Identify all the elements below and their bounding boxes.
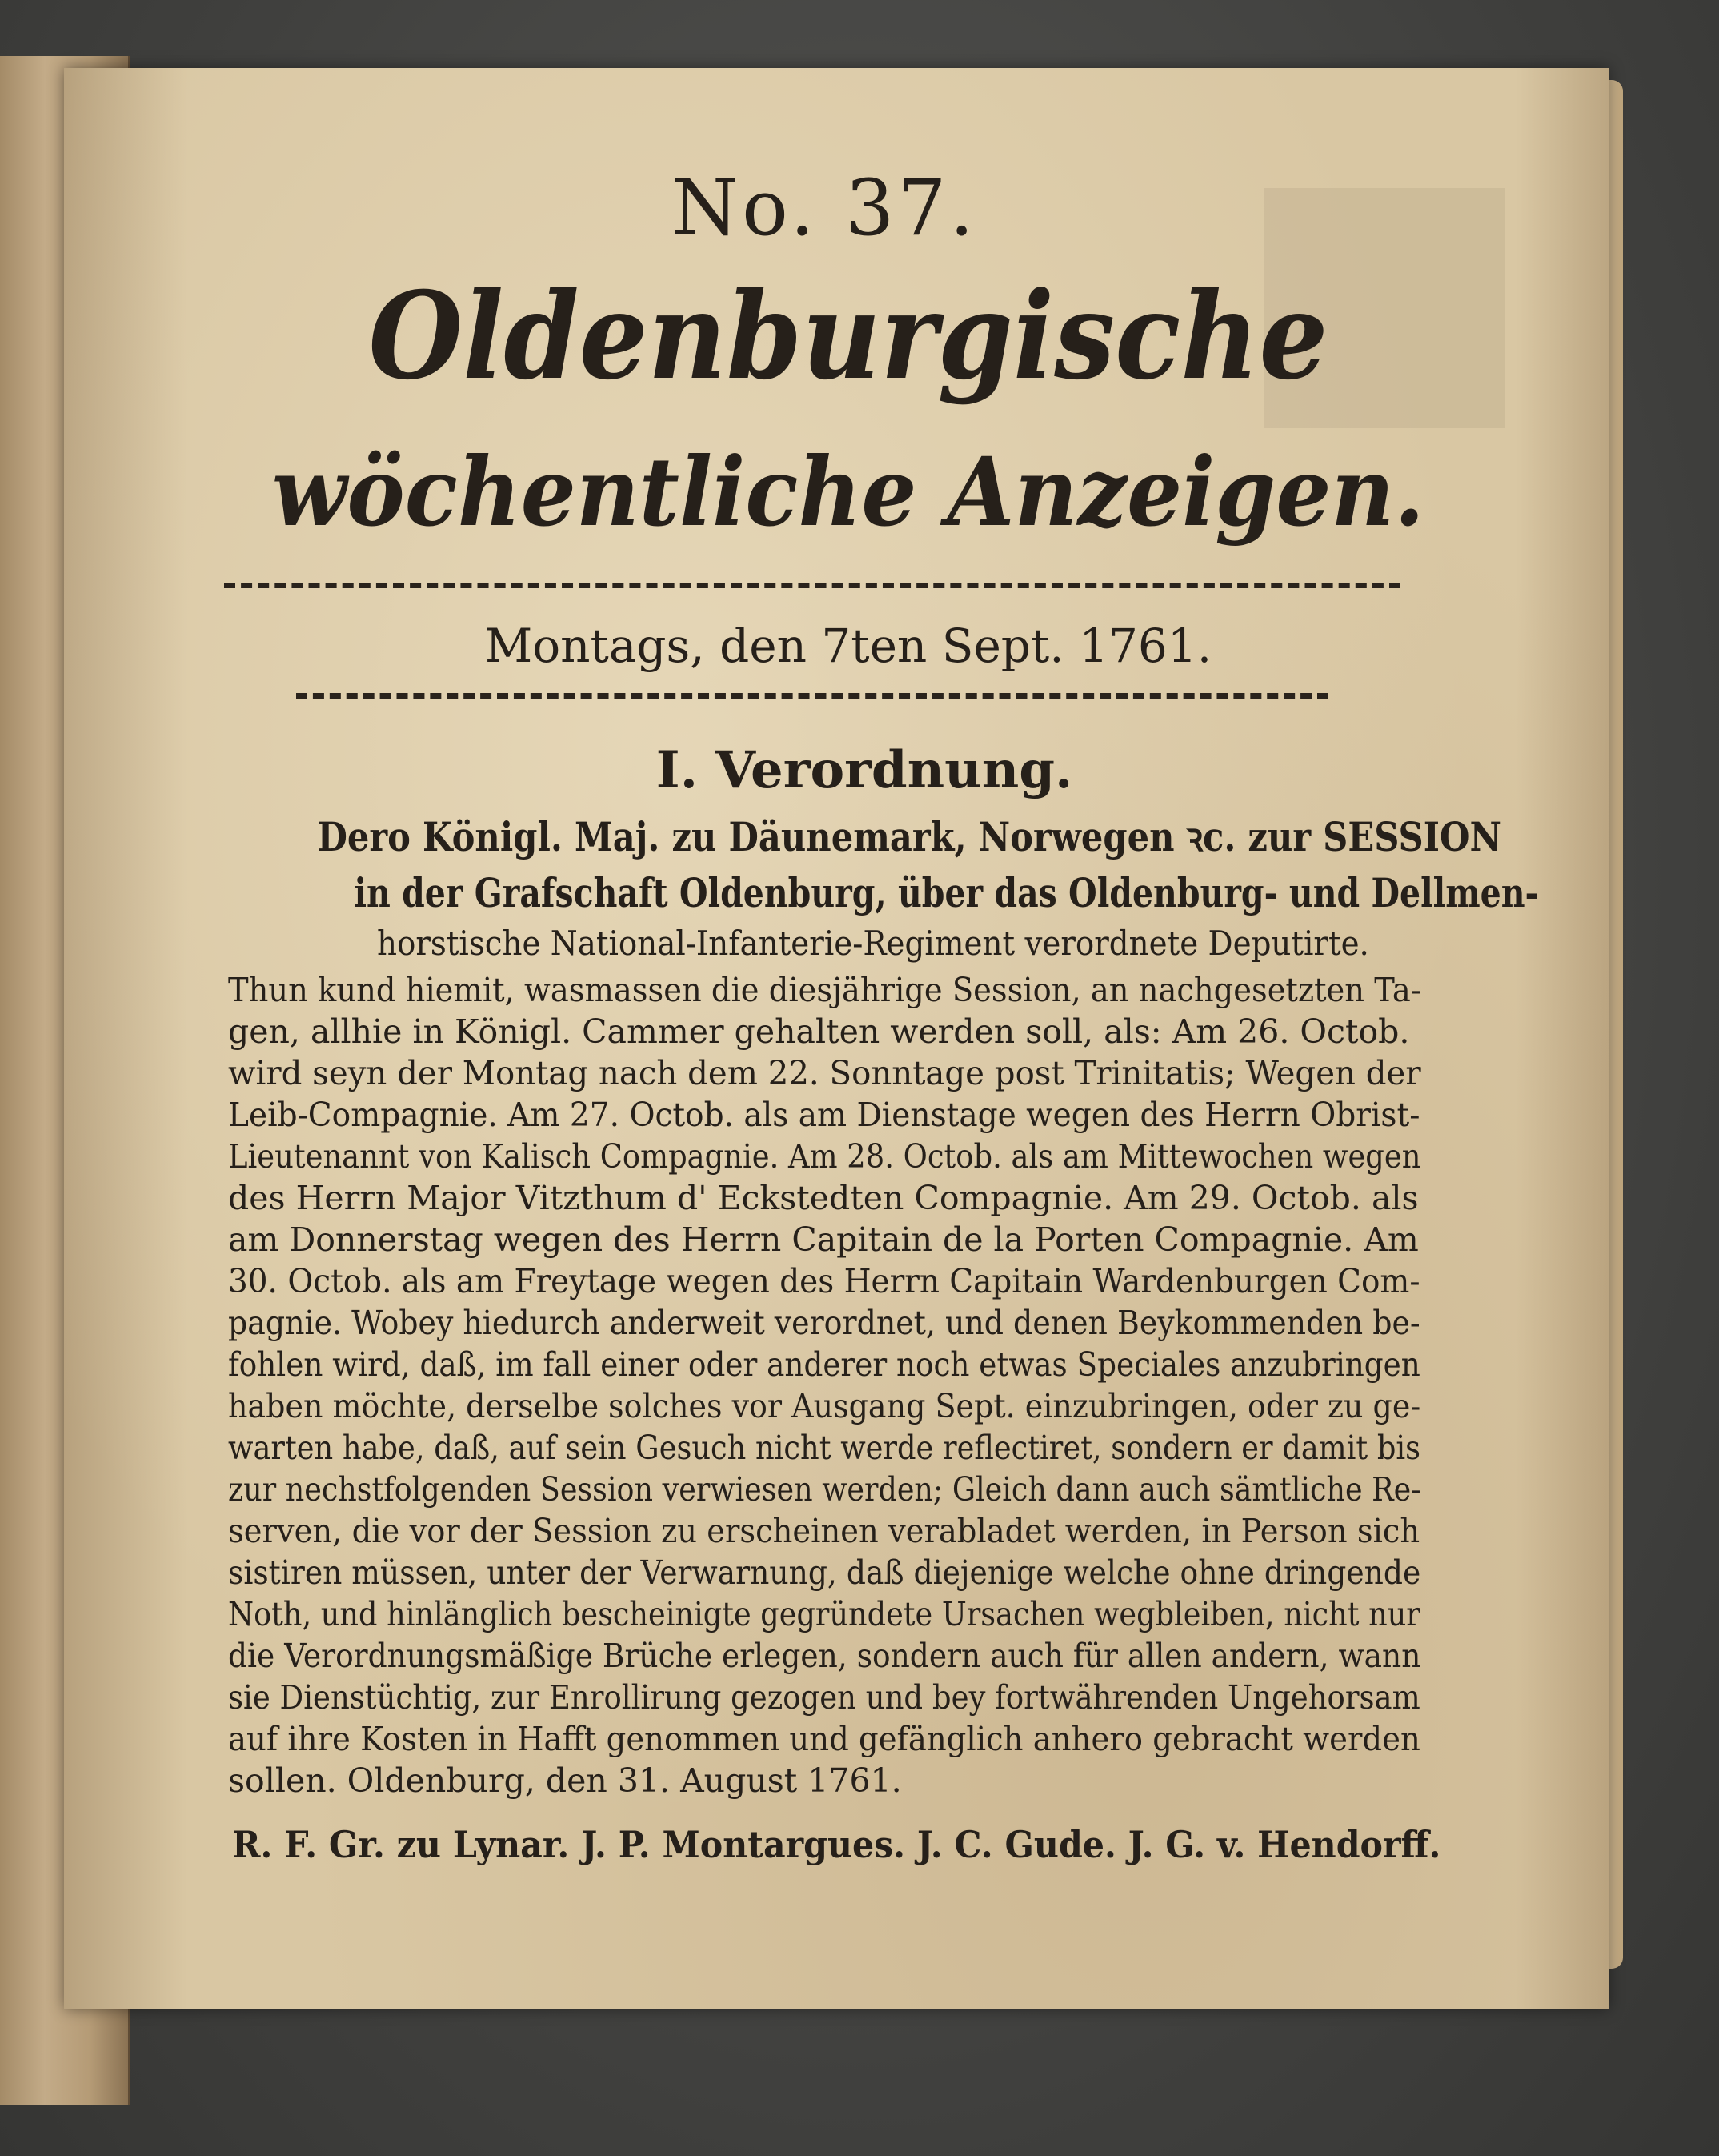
body-line: sie Dienstüchtig, zur Enrollirung gezogen und bey fortwährenden Ungehorsam — [228, 1678, 1420, 1717]
body-line: sollen. Oldenburg, den 31. August 1761. — [228, 1761, 902, 1800]
body-line: gen, allhie in Königl. Cammer gehalten werden soll, als: Am 26. Octob. — [228, 1012, 1410, 1051]
issue-date: Montags, den 7ten Sept. 1761. — [484, 619, 1212, 673]
body-line: haben möchte, derselbe solches vor Ausgang Sept. einzubringen, oder zu ge- — [228, 1387, 1421, 1425]
body-line: warten habe, daß, auf sein Gesuch nicht werde reflectiret, sondern er damit bis — [228, 1429, 1421, 1467]
masthead-rule-bottom — [296, 693, 1328, 699]
body-line: Lieutenannt von Kalisch Compagnie. Am 28. Octob. als am Mittewochen wegen — [228, 1137, 1421, 1176]
body-line: pagnie. Wobey hiedurch anderweit verordnet, und denen Beykommenden be- — [228, 1304, 1420, 1342]
issue-number: No. 37. — [671, 163, 977, 253]
masthead-subtitle: wöchentliche Anzeigen. — [271, 436, 1425, 547]
ordinance-heading-line: horstische National-Infanterie-Regiment verordnete Deputirte. — [376, 924, 1369, 963]
ordinance-heading-line: in der Grafschaft Oldenburg, über das Oldenburg- und Dellmen- — [354, 869, 1539, 916]
body-line: serven, die vor der Session zu erscheinen verabladet werden, in Person sich — [228, 1512, 1420, 1550]
section-heading: I. Verordnung. — [655, 740, 1073, 800]
masthead-rule-top — [224, 583, 1400, 588]
body-line: auf ihre Kosten in Hafft genommen und gefänglich anhero gebracht werden — [228, 1720, 1420, 1758]
body-line: wird seyn der Montag nach dem 22. Sonntage post Trinitatis; Wegen der — [228, 1054, 1421, 1092]
body-line: Thun kund hiemit, wasmassen die diesjährige Session, an nachgesetzten Ta- — [228, 971, 1421, 1009]
body-line: die Verordnungsmäßige Brüche erlegen, sondern auch für allen andern, wann — [228, 1637, 1421, 1675]
body-line: fohlen wird, daß, im fall einer oder anderer noch etwas Speciales anzubringen — [228, 1345, 1420, 1384]
body-line: zur nechstfolgenden Session verwiesen werden; Gleich dann auch sämtliche Re- — [228, 1470, 1421, 1509]
body-line: am Donnerstag wegen des Herrn Capitain de la Porten Compagnie. Am — [228, 1220, 1419, 1259]
masthead-title: Oldenburgische — [368, 266, 1328, 407]
body-line: des Herrn Major Vitzthum d' Eckstedten Compagnie. Am 29. Octob. als — [228, 1179, 1419, 1217]
signatures: R. F. Gr. zu Lynar. J. P. Montargues. J. C. Gude. J. G. v. Hendorff. — [232, 1823, 1441, 1866]
body-line: Noth, und hinlänglich bescheinigte gegründete Ursachen wegbleiben, nicht nur — [228, 1595, 1420, 1633]
body-line: 30. Octob. als am Freytage wegen des Herrn Capitain Wardenburgen Com- — [228, 1262, 1420, 1300]
body-line: sistiren müssen, unter der Verwarnung, daß diejenige welche ohne dringende — [228, 1553, 1421, 1592]
body-line: Leib-Compagnie. Am 27. Octob. als am Dienstage wegen des Herrn Obrist- — [228, 1096, 1420, 1134]
ordinance-heading-line: Dero Königl. Maj. zu Däunemark, Norwegen ꝛc. zur SESSION — [317, 813, 1502, 860]
